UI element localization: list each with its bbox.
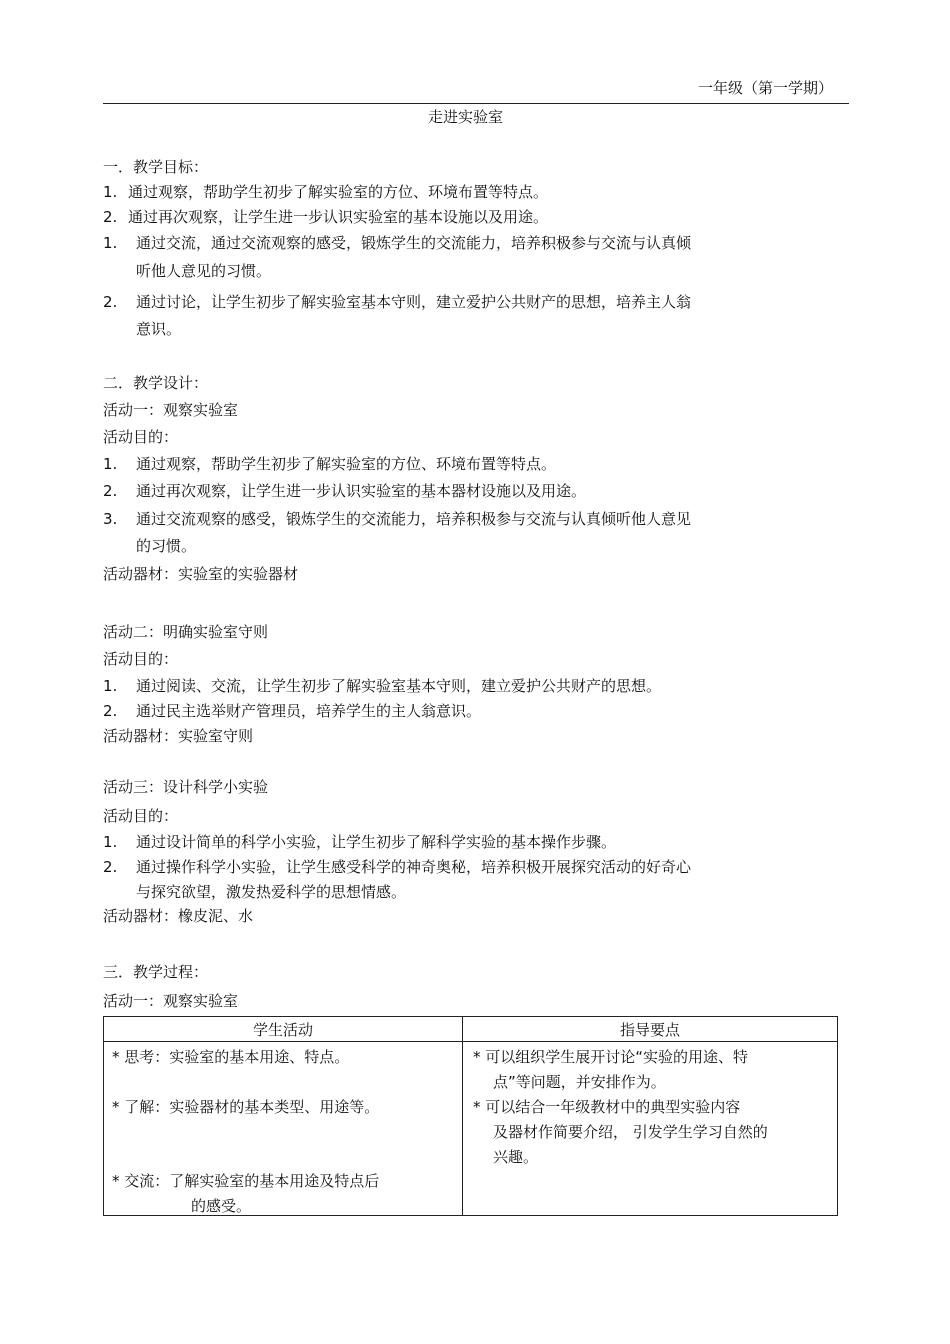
- guide-points-cell: [463, 1042, 838, 1216]
- list-number: 3.: [103, 510, 118, 528]
- list-item: 通过民主选举财产管理员，培养学生的主人翁意识。: [136, 702, 482, 720]
- guide-point-discussion-continued: 点”等问题，并安排作为。: [493, 1073, 666, 1091]
- guide-point-discussion: * 可以组织学生展开讨论“实验的用途、特: [473, 1048, 749, 1066]
- activity1-purpose-label: 活动目的：: [103, 428, 179, 446]
- guide-point-introduce: * 可以结合一年级教材中的典型实验内容: [473, 1098, 741, 1116]
- list-item: 通过交流，通过交流观察的感受，锻炼学生的交流能力，培养积极参与交流与认真倾: [136, 234, 692, 252]
- list-item-continued: 与探究欲望，激发热爱科学的思想情感。: [136, 883, 407, 901]
- student-activity-share: * 交流：了解实验室的基本用途及特点后: [112, 1172, 380, 1190]
- guide-point-introduce-end: 兴趣。: [493, 1148, 539, 1166]
- process-table: [103, 1016, 838, 1216]
- list-item: 通过操作科学小实验，让学生感受科学的神奇奥秘，培养积极开展探究活动的好奇心: [136, 858, 692, 876]
- activity1-equipment: 活动器材：实验室的实验器材: [103, 565, 299, 583]
- student-activity-think: * 思考：实验室的基本用途、特点。: [112, 1048, 350, 1066]
- list-item: 通过阅读、交流，让学生初步了解实验室基本守则，建立爱护公共财产的思想。: [136, 677, 662, 695]
- list-number: 1.: [103, 234, 118, 252]
- activity2-equipment: 活动器材：实验室守则: [103, 727, 254, 745]
- section3-activity-title: 活动一：观察实验室: [103, 992, 239, 1010]
- list-number: 2.: [103, 482, 118, 500]
- list-number: 2.: [103, 293, 118, 311]
- activity3-title: 活动三：设计科学小实验: [103, 778, 269, 796]
- list-item: 通过交流观察的感受，锻炼学生的交流能力，培养积极参与交流与认真倾听他人意见: [136, 510, 692, 528]
- header-rule: [103, 103, 849, 104]
- section1-heading: 一．教学目标：: [103, 158, 209, 176]
- student-activity-learn: * 了解：实验器材的基本类型、用途等。: [112, 1098, 380, 1116]
- activity2-title: 活动二：明确实验室守则: [103, 623, 269, 641]
- list-item-continued: 意识。: [136, 320, 182, 338]
- guide-point-introduce-continued: 及器材作简要介绍， 引发学生学习自然的: [493, 1123, 768, 1141]
- list-number: 2.: [103, 702, 118, 720]
- activity3-purpose-label: 活动目的：: [103, 807, 179, 825]
- list-number: 2.: [103, 858, 118, 876]
- list-item: 通过再次观察，让学生进一步认识实验室的基本器材设施以及用途。: [136, 482, 587, 500]
- student-activity-cell: [104, 1042, 463, 1216]
- grade-label: 一年级（第一学期）: [698, 79, 834, 97]
- table-header-guide: 指导要点: [463, 1017, 838, 1042]
- list-item: 通过设计简单的科学小实验，让学生初步了解科学实验的基本操作步骤。: [136, 833, 617, 851]
- list-item: 通过讨论，让学生初步了解实验室基本守则，建立爱护公共财产的思想，培养主人翁: [136, 293, 692, 311]
- table-header-student: 学生活动: [104, 1017, 463, 1042]
- list-item: 通过观察，帮助学生初步了解实验室的方位、环境布置等特点。: [136, 455, 557, 473]
- list-number: 2.: [103, 208, 118, 226]
- list-item-continued: 的习惯。: [136, 537, 197, 555]
- list-number: 1.: [103, 455, 118, 473]
- list-number: 1.: [103, 677, 118, 695]
- list-item-continued: 听他人意见的习惯。: [136, 262, 272, 280]
- list-number: 1.: [103, 833, 118, 851]
- section3-heading: 三．教学过程：: [103, 963, 209, 981]
- activity3-equipment: 活动器材：橡皮泥、水: [103, 907, 254, 925]
- page-title: 走进实验室: [428, 108, 504, 126]
- activity2-purpose-label: 活动目的：: [103, 650, 179, 668]
- list-item: 通过再次观察，让学生进一步认识实验室的基本设施以及用途。: [128, 208, 549, 226]
- student-activity-share-continued: 的感受。: [191, 1197, 252, 1215]
- list-number: 1.: [103, 183, 118, 201]
- section2-heading: 二．教学设计：: [103, 374, 209, 392]
- list-item: 通过观察，帮助学生初步了解实验室的方位、环境布置等特点。: [128, 183, 549, 201]
- activity1-title: 活动一：观察实验室: [103, 401, 239, 419]
